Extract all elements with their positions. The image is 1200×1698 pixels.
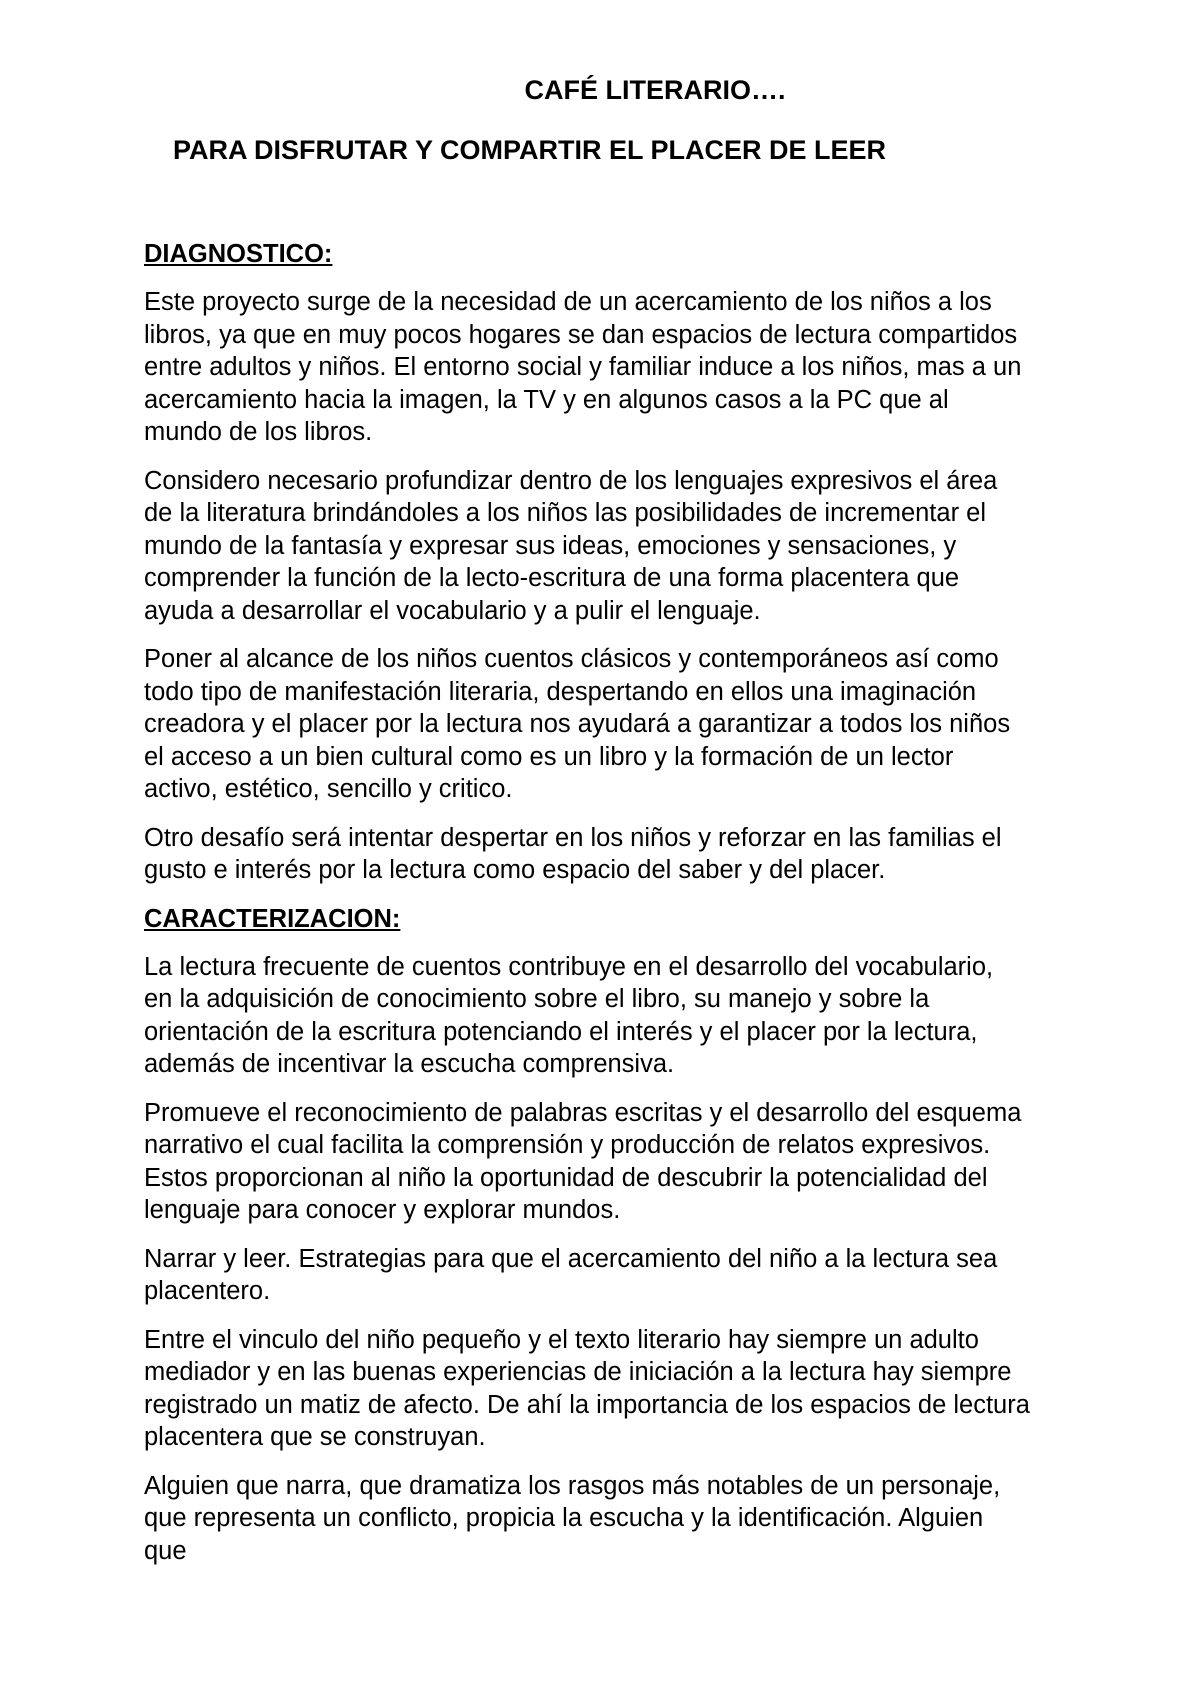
text-line: que	[144, 1536, 187, 1565]
section-caracterizacion	[144, 903, 1144, 1568]
text-line: mundo de los libros.	[144, 418, 373, 446]
text-line: Este proyecto surge de la necesidad de un acercamiento de los niños a los	[144, 288, 992, 316]
text-line: placentera que se construyan.	[144, 1423, 486, 1451]
document-title: CAFÉ LITERARIO….	[524, 75, 786, 105]
text-line: activo, estético, sencillo y critico.	[144, 775, 513, 803]
text-line: mundo de la fantasía y expresar sus ideas, emociones y sensaciones, y	[144, 531, 957, 560]
text-line: narrativo el cual facilita la comprensión y producción de relatos expresivos.	[144, 1131, 991, 1159]
paragraph	[144, 951, 1144, 1081]
text-line: Entre el vinculo del niño pequeño y el texto literario hay siempre un adulto	[144, 1325, 979, 1354]
text-line: comprender la función de la lecto-escritura de una forma placentera que	[144, 564, 960, 592]
text-line: mediador y en las buenas experiencias de iniciación a la lectura hay siempre	[144, 1358, 1012, 1386]
paragraph	[144, 1324, 1144, 1454]
text-line: además de incentivar la escucha comprensiva.	[144, 1050, 675, 1078]
text-line: lenguaje para conocer y explorar mundos.	[144, 1196, 621, 1224]
section-heading: DIAGNOSTICO:	[144, 240, 333, 268]
text-line: ayuda a desarrollar el vocabulario y a pulir el lenguaje.	[144, 596, 761, 625]
text-line: Estos proporcionan al niño la oportunidad de descubrir la potencialidad del	[144, 1163, 988, 1192]
text-line: Otro desafío será intentar despertar en los niños y reforzar en las familias el	[144, 823, 1002, 852]
text-line: el acceso a un bien cultural como es un libro y la formación de un lector	[144, 742, 954, 771]
text-line: Poner al alcance de los niños cuentos clásicos y contemporáneos así como	[144, 645, 999, 673]
text-line: entre adultos y niños. El entorno social y familiar induce a los niños, mas a un	[144, 353, 1022, 381]
text-line: placentero.	[144, 1277, 271, 1305]
text-line: Considero necesario profundizar dentro de los lenguajes expresivos el área	[144, 466, 998, 495]
paragraph	[144, 822, 1144, 887]
document-body	[144, 238, 1144, 1583]
text-line: acercamiento hacia la imagen, la TV y en algunos casos a la PC que al	[144, 385, 949, 414]
text-line: en la adquisición de conocimiento sobre el libro, su manejo y sobre la	[144, 985, 930, 1013]
text-line: de la literatura brindándoles a los niños las posibilidades de incrementar el	[144, 499, 986, 527]
text-line: que representa un conflicto, propicia la escucha y la identificación. Alguien	[144, 1504, 984, 1532]
text-line: registrado un matiz de afecto. De ahí la importancia de los espacios de lectura	[144, 1390, 1030, 1419]
text-line: orientación de la escritura potenciando el interés y el placer por la lectura,	[144, 1017, 978, 1046]
text-line: La lectura frecuente de cuentos contribuye en el desarrollo del vocabulario,	[144, 952, 994, 981]
paragraph	[144, 1097, 1144, 1227]
title-block	[0, 72, 1200, 165]
text-line: gusto e interés por la lectura como espacio del saber y del placer.	[144, 856, 886, 884]
text-line: creadora y el placer por la lectura nos ayudará a garantizar a todos los niños	[144, 710, 1011, 738]
section-heading: CARACTERIZACION:	[144, 904, 401, 933]
paragraph	[144, 465, 1144, 628]
text-line: todo tipo de manifestación literaria, despertando en ellos una imaginación	[144, 677, 977, 706]
paragraph	[144, 1470, 1144, 1568]
document-subtitle: PARA DISFRUTAR Y COMPARTIR EL PLACER DE LEER	[173, 135, 887, 165]
text-line: Promueve el reconocimiento de palabras escritas y el desarrollo del esquema	[144, 1098, 1022, 1127]
section-diagnostico	[144, 238, 1144, 887]
text-line: Alguien que narra, que dramatiza los rasgos más notables de un personaje,	[144, 1471, 1001, 1500]
paragraph	[144, 643, 1144, 806]
text-line: libros, ya que en muy pocos hogares se dan espacios de lectura compartidos	[144, 320, 1018, 349]
text-line: Narrar y leer. Estrategias para que el acercamiento del niño a la lectura sea	[144, 1244, 998, 1273]
paragraph	[144, 286, 1144, 449]
paragraph	[144, 1243, 1144, 1308]
